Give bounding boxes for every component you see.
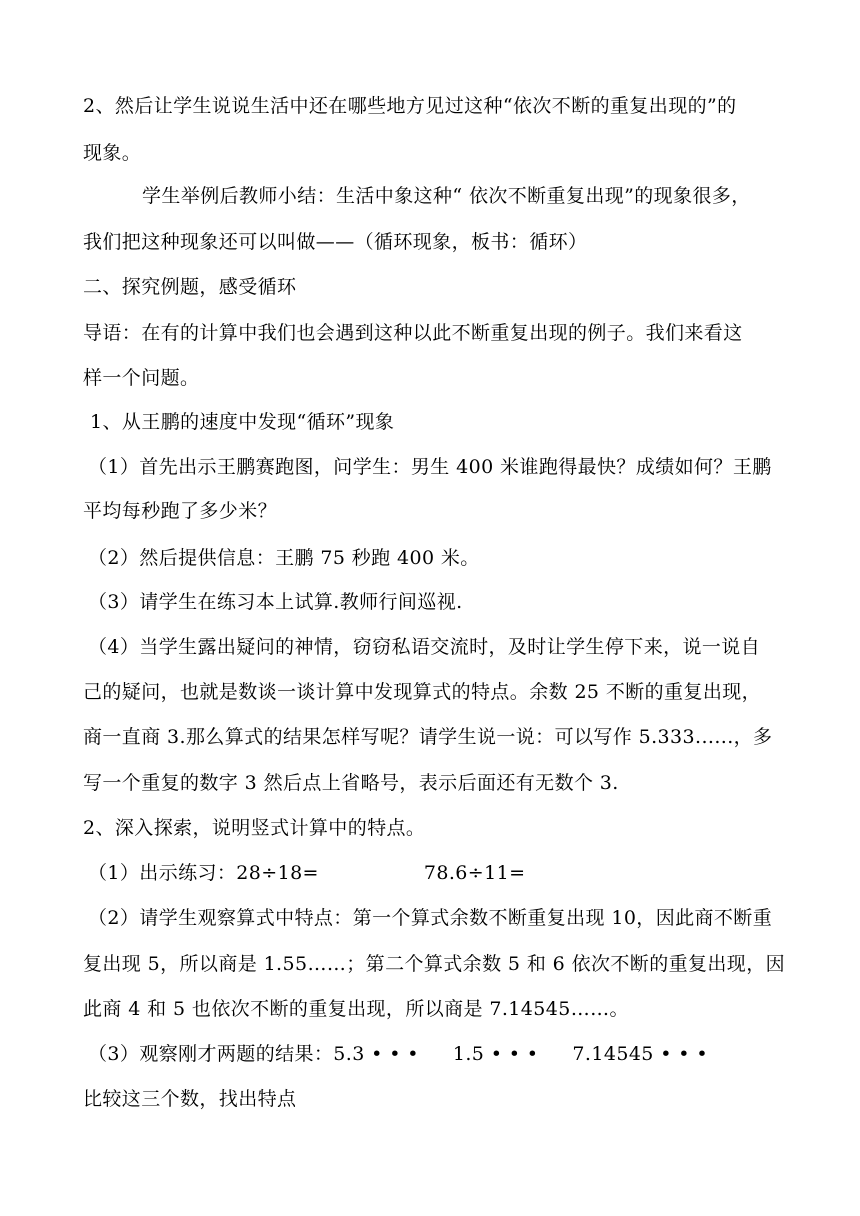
text-line: 写一个重复的数字 3 然后点上省略号，表示后面还有无数个 3. xyxy=(83,772,619,794)
text-line: （4）当学生露出疑问的神情，窃窃私语交流时，及时让学生停下来，说一说自 xyxy=(88,636,761,658)
observe-third: 7.14545 • • • xyxy=(572,1043,708,1065)
text-line: 平均每秒跑了多少米？ xyxy=(83,500,278,522)
text-line: 此商 4 和 5 也依次不断的重复出现，所以商是 7.14545……。 xyxy=(83,998,629,1020)
text-line: （2）请学生观察算式中特点：第一个算式余数不断重复出现 10，因此商不断重 xyxy=(88,907,773,929)
subsection-heading: 2、深入探索，说明竖式计算中的特点。 xyxy=(83,817,426,839)
text-line: 导语：在有的计算中我们也会遇到这种以此不断重复出现的例子。我们来看这 xyxy=(83,322,743,344)
text-line: 商一直商 3.那么算式的结果怎样写呢？请学生说一说：可以写作 5.333......，多 xyxy=(83,726,773,748)
text-line: 我们把这种现象还可以叫做——（循环现象，板书：循环） xyxy=(83,231,588,253)
text-line: （3）请学生在练习本上试算.教师行间巡视. xyxy=(88,591,463,613)
subsection-heading: 1、从王鹏的速度中发现“循环”现象 xyxy=(90,411,395,433)
section-heading: 二、探究例题，感受循环 xyxy=(83,276,297,298)
text-line: 样一个问题。 xyxy=(83,367,200,389)
observe-first: （3）观察刚才两题的结果：5.3 • • • xyxy=(88,1043,419,1065)
exercise-second: 78.6÷11= xyxy=(423,862,526,884)
text-line: 复出现 5，所以商是 1.55……；第二个算式余数 5 和 6 依次不断的重复出现，因 xyxy=(83,953,786,975)
text-line: 己的疑问，也就是数谈一谈计算中发现算式的特点。余数 25 不断的重复出现， xyxy=(83,681,762,703)
text-line: （2）然后提供信息：王鹏 75 秒跑 400 米。 xyxy=(88,547,480,569)
text-line: 2、然后让学生说说生活中还在哪些地方见过这种“依次不断的重复出现的”的 xyxy=(83,95,737,117)
text-line: 学生举例后教师小结：生活中象这种“ 依次不断重复出现”的现象很多， xyxy=(142,185,751,207)
text-line: 比较这三个数，找出特点 xyxy=(83,1088,297,1110)
exercise-first: （1）出示练习：28÷18= xyxy=(88,862,319,884)
text-line: 现象。 xyxy=(83,142,142,164)
observe-second: 1.5 • • • xyxy=(452,1043,539,1065)
observe-line xyxy=(88,1042,708,1066)
exercise-line xyxy=(88,861,525,885)
text-line: （1）首先出示王鹏赛跑图，问学生：男生 400 米谁跑得最快？成绩如何？王鹏 xyxy=(88,456,772,478)
